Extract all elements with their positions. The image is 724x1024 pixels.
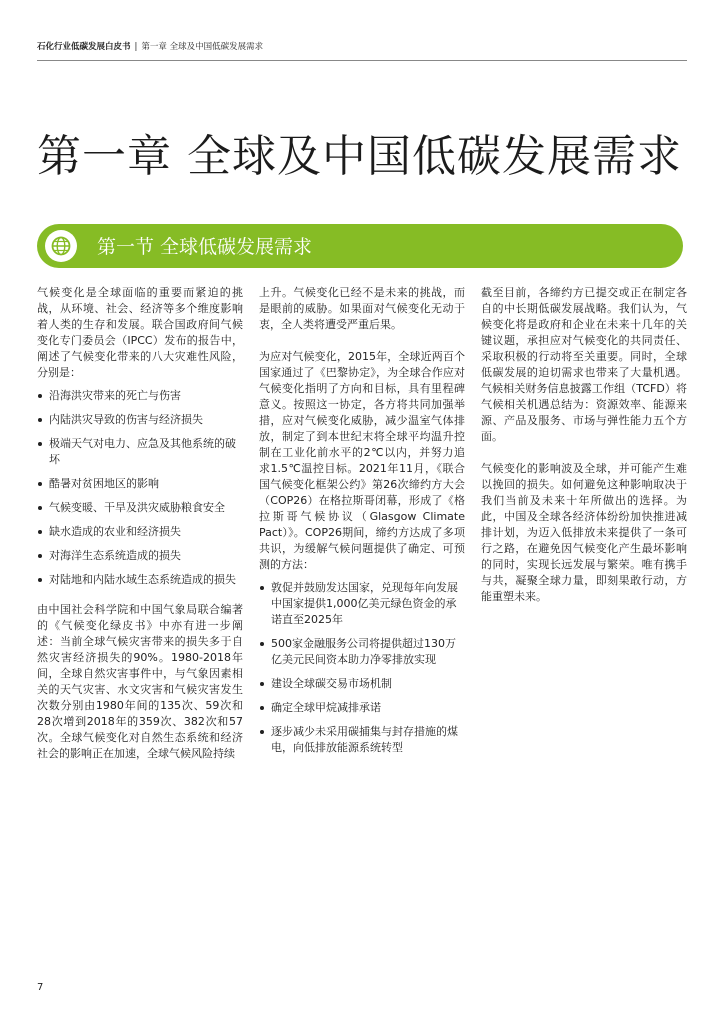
risk-list [37,388,243,588]
list-item: 缺水造成的农业和经济损失 [37,524,243,540]
column-1 [37,285,243,762]
list-item: 沿海洪灾带来的死亡与伤害 [37,388,243,404]
list-item: 建设全球碳交易市场机制 [259,676,465,692]
column-2 [259,285,465,770]
body-paragraph: 由中国社会科学院和中国气象局联合编著的《气候变化绿皮书》中亦有进一步阐述：当前全球气候灾害带来的损失多于自然灾害经济损失的90%。1980-2018年间，全球自然灾害事件中，与气象因素相关的天气灾害、水文灾害和气候灾害发生次数分别由1980年间的135次、59次和28次增到2018年的359次、382次和57次。全球气候变化对自然生态系统和经济社会的影响正在加速，全球气候风险持续 [37,603,243,760]
globe-icon [45,230,77,262]
list-item: 极端天气对电力、应急及其他系统的破坏 [37,436,243,468]
intro-paragraph: 气候变化是全球面临的重要而紧迫的挑战，从环境、社会、经济等多个维度影响着人类的生存和发展。联合国政府间气候变化专门委员会（IPCC）发布的报告中，阐述了气候变化带来的八大灾难性风险，分别是： [37,286,243,379]
body-paragraph: 气候变化的影响波及全球，并可能产生难以挽回的损失。如何避免这种影响取决于我们当前及未来十年所做出的选择。为此，中国及全球各经济体纷纷加快推进减排计划，为迈入低排放未来提供了一条可行之路，在避免因气候变化产生最坏影响的同时，实现长远发展与繁荣。唯有携手与共，凝聚全球力量，即刻果敢行动，方能重塑未来。 [481,462,687,603]
list-item: 500家金融服务公司将提供超过130万亿美元民间资本助力净零排放实现 [259,636,465,668]
list-item: 酷暑对贫困地区的影响 [37,476,243,492]
body-paragraph: 为应对气候变化，2015年，全球近两百个国家通过了《巴黎协定》，为全球合作应对气候变化指明了方向和目标，具有里程碑意义。按照这一协定，各方将共同加强举措，应对气候变化威胁，减少温室气体排放，制定了到本世纪末将全球平均温升控制在工业化前水平的2℃以内，并努力追求1.5℃温控目标。2021年11月，《联合国气候变化框架公约》第26次缔约方大会（COP26）在格拉斯哥闭幕，形成了《格拉斯哥气候协议（Glasgow Climate Pact）》。COP26期间，缔约方达成了多项共识，为缓解气候问题提供了确定、可预测的方法： [259,350,465,571]
page-number: 7 [37,982,44,993]
list-item: 气候变暖、干旱及洪灾威胁粮食安全 [37,500,243,516]
cop26-list [259,580,465,756]
header-chapter: 第一章 全球及中国低碳发展需求 [141,42,264,52]
chapter-title: 第一章 全球及中国低碳发展需求 [37,131,682,182]
body-paragraph: 截至目前，各缔约方已提交或正在制定各自的中长期低碳发展战略。我们认为，气候变化将是政府和企业在未来十几年的关键议题，承担应对气候变化的共同责任、采取积极的行动将至关重要。同时，全球低碳发展的迫切需求也带来了大量机遇。气候相关财务信息披露工作组（TCFD）将气候相关机遇总结为：资源效率、能源来源、产品及服务、市场与弹性能力五个方面。 [481,286,687,443]
list-item: 内陆洪灾导致的伤害与经济损失 [37,412,243,428]
list-item: 敦促并鼓励发达国家，兑现每年向发展中国家提供1,000亿美元绿色资金的承诺直至2025年 [259,580,465,628]
body-paragraph: 上升。气候变化已经不是未来的挑战，而是眼前的威胁。如果面对气候变化无动于衷，全人类将遭受严重后果。 [259,286,465,331]
publication-title: 石化行业低碳发展白皮书 [37,42,131,52]
list-item: 对陆地和内陆水域生态系统造成的损失 [37,572,243,588]
header-separator: | [134,42,138,52]
list-item: 对海洋生态系统造成的损失 [37,548,243,564]
section-title: 第一节 全球低碳发展需求 [97,236,313,258]
section-banner [37,224,683,268]
column-3 [481,285,687,605]
running-head [37,40,263,52]
header-rule [37,60,687,61]
list-item: 逐步减少未采用碳捕集与封存措施的煤电，向低排放能源系统转型 [259,724,465,756]
list-item: 确定全球甲烷减排承诺 [259,700,465,716]
